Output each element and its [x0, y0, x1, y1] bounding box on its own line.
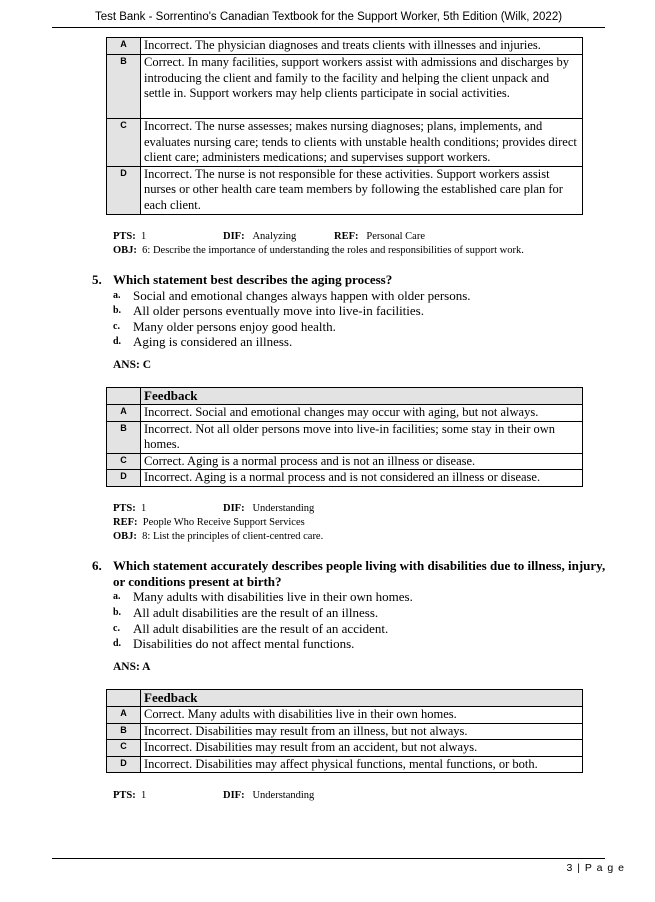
q6-meta-dif: [223, 789, 314, 802]
answer-key: ANS: C: [113, 359, 152, 371]
feedback-letter: A: [107, 38, 141, 55]
feedback-header: Feedback: [141, 690, 583, 707]
obj-value: 6: Describe the importance of understanding the roles and responsibilities of support work.: [142, 245, 524, 256]
pts-label: PTS:: [113, 503, 136, 514]
dif-label: DIF:: [223, 503, 245, 514]
option-text: All adult disabilities are the result of an illness.: [133, 605, 379, 620]
feedback-text: Correct. In many facilities, support workers assist with admissions and discharges by introducing the client and family to the facility and helping the client unpack and settle in. Support workers may help clients participate in social activities.: [141, 55, 583, 119]
feedback-letter: A: [107, 707, 141, 724]
q4-meta-line1: [113, 230, 146, 243]
option-text: All older persons eventually move into live-in facilities.: [133, 303, 424, 318]
option-text: Many older persons enjoy good health.: [133, 319, 336, 334]
pts-value: 1: [141, 790, 147, 801]
feedback-header-row: [107, 388, 583, 405]
feedback-row: [107, 470, 583, 487]
obj-label: OBJ:: [113, 245, 137, 256]
feedback-row: [107, 740, 583, 757]
feedback-letter: B: [107, 723, 141, 740]
feedback-header: Feedback: [141, 388, 583, 405]
option-letter: b.: [113, 305, 122, 316]
feedback-row: [107, 405, 583, 422]
feedback-letter: A: [107, 405, 141, 422]
option-text: Social and emotional changes always happen with older persons.: [133, 288, 471, 303]
option-letter: d.: [113, 336, 122, 347]
q4-meta-dif: [223, 230, 296, 243]
feedback-row: [107, 756, 583, 773]
obj-label: OBJ:: [113, 531, 137, 542]
q5-meta-dif: [223, 502, 314, 515]
q6-feedback-table: [106, 689, 583, 773]
feedback-letter: C: [107, 119, 141, 167]
q5-meta-pts: [113, 502, 146, 515]
feedback-row: [107, 55, 583, 119]
option-letter: a.: [113, 290, 121, 301]
option-letter: c.: [113, 623, 120, 634]
feedback-text: Incorrect. Aging is a normal process and is not considered an illness or disease.: [141, 470, 583, 487]
pts-label: PTS:: [113, 790, 136, 801]
feedback-text: Incorrect. The nurse assesses; makes nursing diagnoses; plans, implements, and evaluates nursing care; tends to clients with unstable health conditions; provides direct client care; administers medications; and supervises support workers.: [141, 119, 583, 167]
question-6: [92, 558, 622, 590]
option-letter: b.: [113, 607, 122, 618]
dif-label: DIF:: [223, 231, 245, 242]
feedback-header-blank: [107, 690, 141, 707]
feedback-header-row: [107, 690, 583, 707]
feedback-text: Incorrect. Disabilities may result from an accident, but not always.: [141, 740, 583, 757]
q4-feedback-table: [106, 37, 583, 215]
feedback-text: Correct. Many adults with disabilities live in their own homes.: [141, 707, 583, 724]
feedback-row: [107, 707, 583, 724]
ref-label: REF:: [113, 517, 138, 528]
answer-key: ANS: A: [113, 661, 151, 673]
feedback-text: Correct. Aging is a normal process and is not an illness or disease.: [141, 453, 583, 470]
dif-value: Understanding: [252, 790, 315, 801]
feedback-header-blank: [107, 388, 141, 405]
feedback-letter: D: [107, 166, 141, 214]
q5-meta-ref: [113, 516, 305, 529]
dif-value: Understanding: [252, 503, 315, 514]
q6-meta-pts: [113, 789, 146, 802]
question-number: 5.: [92, 272, 102, 287]
q4-meta-obj: [113, 244, 524, 257]
q4-meta-ref: [334, 230, 425, 243]
feedback-row: [107, 421, 583, 453]
question-stem: Which statement best describes the aging process?: [113, 272, 393, 287]
feedback-letter: D: [107, 756, 141, 773]
ref-label: REF:: [334, 231, 359, 242]
ref-value: People Who Receive Support Services: [142, 517, 305, 528]
feedback-letter: B: [107, 55, 141, 119]
feedback-letter: C: [107, 740, 141, 757]
q5-meta-obj: [113, 530, 323, 543]
page-header: Test Bank - Sorrentino's Canadian Textbook for the Support Worker, 5th Edition (Wilk, 2022): [52, 10, 605, 28]
option-text: Aging is considered an illness.: [133, 334, 293, 349]
dif-label: DIF:: [223, 790, 245, 801]
option-letter: a.: [113, 591, 121, 602]
feedback-letter: C: [107, 453, 141, 470]
feedback-row: [107, 453, 583, 470]
feedback-text: Incorrect. The physician diagnoses and treats clients with illnesses and injuries.: [141, 38, 583, 55]
feedback-text: Incorrect. Disabilities may result from an illness, but not always.: [141, 723, 583, 740]
ref-value: Personal Care: [366, 231, 425, 242]
feedback-letter: D: [107, 470, 141, 487]
page-number: 3 | P a g e: [566, 862, 625, 874]
feedback-row: [107, 38, 583, 55]
feedback-text: Incorrect. Disabilities may affect physical functions, mental functions, or both.: [141, 756, 583, 773]
feedback-text: Incorrect. The nurse is not responsible for these activities. Support workers assist nurses or other health care team members by following the established care plan for each client.: [141, 166, 583, 214]
feedback-row: [107, 166, 583, 214]
question-stem: Which statement accurately describes people living with disabilities due to illness, injury, or conditions present at birth?: [113, 558, 606, 589]
q5-feedback-table: [106, 387, 583, 487]
option-text: Many adults with disabilities live in their own homes.: [133, 589, 413, 604]
footer-rule: [52, 858, 605, 859]
feedback-text: Incorrect. Social and emotional changes may occur with aging, but not always.: [141, 405, 583, 422]
option-letter: c.: [113, 321, 120, 332]
feedback-row: [107, 723, 583, 740]
option-letter: d.: [113, 638, 122, 649]
obj-value: 8: List the principles of client-centred care.: [142, 531, 324, 542]
feedback-letter: B: [107, 421, 141, 453]
question-number: 6.: [92, 558, 102, 573]
feedback-row: [107, 119, 583, 167]
pts-label: PTS:: [113, 231, 136, 242]
dif-value: Analyzing: [252, 231, 297, 242]
pts-value: 1: [141, 231, 147, 242]
option-text: Disabilities do not affect mental functions.: [133, 636, 355, 651]
pts-value: 1: [141, 503, 147, 514]
feedback-text: Incorrect. Not all older persons move into live-in facilities; some stay in their own homes.: [141, 421, 583, 453]
option-text: All adult disabilities are the result of an accident.: [133, 621, 389, 636]
